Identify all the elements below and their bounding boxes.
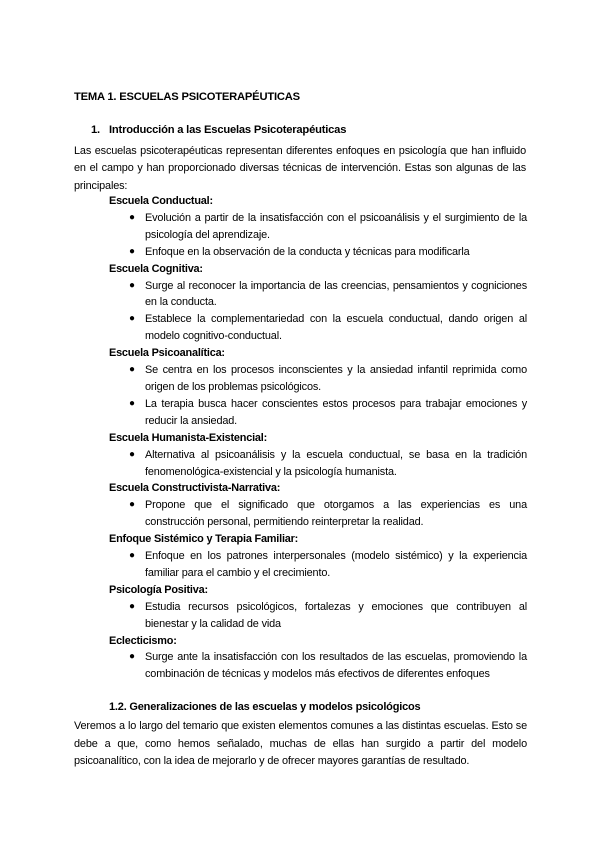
list-item-text: Propone que el significado que otorgamos a las experiencias es una construcción personal, permitiendo reinterpretar la realidad. — [145, 499, 527, 529]
list-item — [109, 311, 527, 345]
school-bullets — [109, 497, 527, 531]
bullet-icon: ● — [129, 499, 135, 511]
schools-list — [109, 193, 527, 683]
list-item — [109, 362, 527, 396]
section-1-heading — [91, 124, 346, 136]
section-1-intro: Las escuelas psicoterapéuticas representan diferentes enfoques en psicología que han influido en el campo y han proporcionado diversas técnicas de intervención. Estas son algunas de las principales: — [74, 145, 526, 192]
bullet-icon: ● — [129, 211, 135, 223]
school-bullets — [109, 649, 527, 683]
bullet-icon: ● — [129, 448, 135, 460]
list-item-text: Surge al reconocer la importancia de las creencias, pensamientos y cogniciones en la conducta. — [145, 279, 527, 309]
school-block — [109, 480, 527, 531]
list-item-text: Enfoque en los patrones interpersonales (modelo sistémico) y la experiencia familiar para el cambio y el crecimiento. — [145, 550, 527, 579]
section-1-number: 1. — [91, 124, 100, 136]
bullet-icon: ● — [129, 245, 135, 257]
page-title: TEMA 1. ESCUELAS PSICOTERAPÉUTICAS — [74, 91, 300, 103]
school-bullets — [109, 447, 527, 481]
school-bullets — [109, 362, 527, 430]
section-1-heading-text: Introducción a las Escuelas Psicoterapéuticas — [109, 124, 347, 136]
list-item-text: Alternativa al psicoanálisis y la escuela conductual, se basa en la tradición fenomenológica-existencial y la psicología humanista. — [145, 448, 527, 478]
school-block — [109, 582, 527, 633]
list-item-text: Se centra en los procesos inconscientes y la ansiedad infantil reprimida como origen de los problemas psicológicos. — [145, 364, 527, 393]
list-item-text: Enfoque en la observación de la conducta y técnicas para modificarla — [145, 245, 470, 258]
list-item — [109, 548, 527, 582]
school-block — [109, 261, 527, 346]
school-block — [109, 531, 527, 582]
school-bullets — [109, 548, 527, 582]
list-item — [109, 210, 527, 244]
school-name: Enfoque Sistémico y Terapia Familiar: — [109, 533, 299, 546]
bullet-icon: ● — [129, 600, 135, 612]
school-name: Psicología Positiva: — [109, 583, 208, 596]
bullet-icon: ● — [129, 397, 135, 409]
bullet-icon: ● — [129, 550, 135, 562]
school-bullets — [109, 599, 527, 633]
school-name: Escuela Cognitiva: — [109, 262, 203, 275]
list-item-text: Evolución a partir de la insatisfacción con el psicoanálisis y el surgimiento de la psicología del aprendizaje. — [145, 211, 527, 241]
school-name: Escuela Constructivista-Narrativa: — [109, 482, 281, 495]
list-item — [109, 447, 527, 481]
list-item — [109, 396, 527, 430]
school-name: Eclecticismo: — [109, 634, 177, 647]
list-item — [109, 278, 527, 312]
list-item — [109, 497, 527, 531]
list-item — [109, 244, 527, 261]
school-name: Escuela Humanista-Existencial: — [109, 431, 268, 444]
school-block — [109, 345, 527, 430]
section-2-heading: 1.2. Generalizaciones de las escuelas y modelos psicológicos — [109, 701, 421, 713]
school-bullets — [109, 210, 527, 261]
list-item-text: La terapia busca hacer conscientes estos procesos para trabajar emociones y reducir la ansiedad. — [145, 397, 527, 427]
section-2-text: Veremos a lo largo del temario que existen elementos comunes a las distintas escuelas. Esto se debe a que, como hemos señalado, muchas de ellas han surgido a partir del modelo psicoanalítico, con la idea de mejorarlo y de ofrecer mayores garantías de resultado. — [74, 720, 527, 768]
list-item — [109, 599, 527, 633]
list-item-text: Surge ante la insatisfacción con los resultados de las escuelas, promoviendo la combinación de técnicas y modelos más efectivos de diferentes enfoques — [145, 651, 527, 681]
bullet-icon: ● — [129, 313, 135, 325]
bullet-icon: ● — [129, 364, 135, 376]
bullet-icon: ● — [129, 279, 135, 291]
school-name: Escuela Psicoanalítica: — [109, 347, 225, 360]
school-block — [109, 430, 527, 481]
school-block — [109, 193, 527, 261]
school-block — [109, 633, 527, 684]
school-name: Escuela Conductual: — [109, 195, 213, 207]
bullet-icon: ● — [129, 651, 135, 663]
list-item — [109, 649, 527, 683]
school-bullets — [109, 278, 527, 346]
list-item-text: Estudia recursos psicológicos, fortalezas y emociones que contribuyen al bienestar y la calidad de vida — [145, 600, 527, 630]
list-item-text: Establece la complementariedad con la escuela conductual, dando origen al modelo cognitivo-conductual. — [145, 313, 527, 343]
